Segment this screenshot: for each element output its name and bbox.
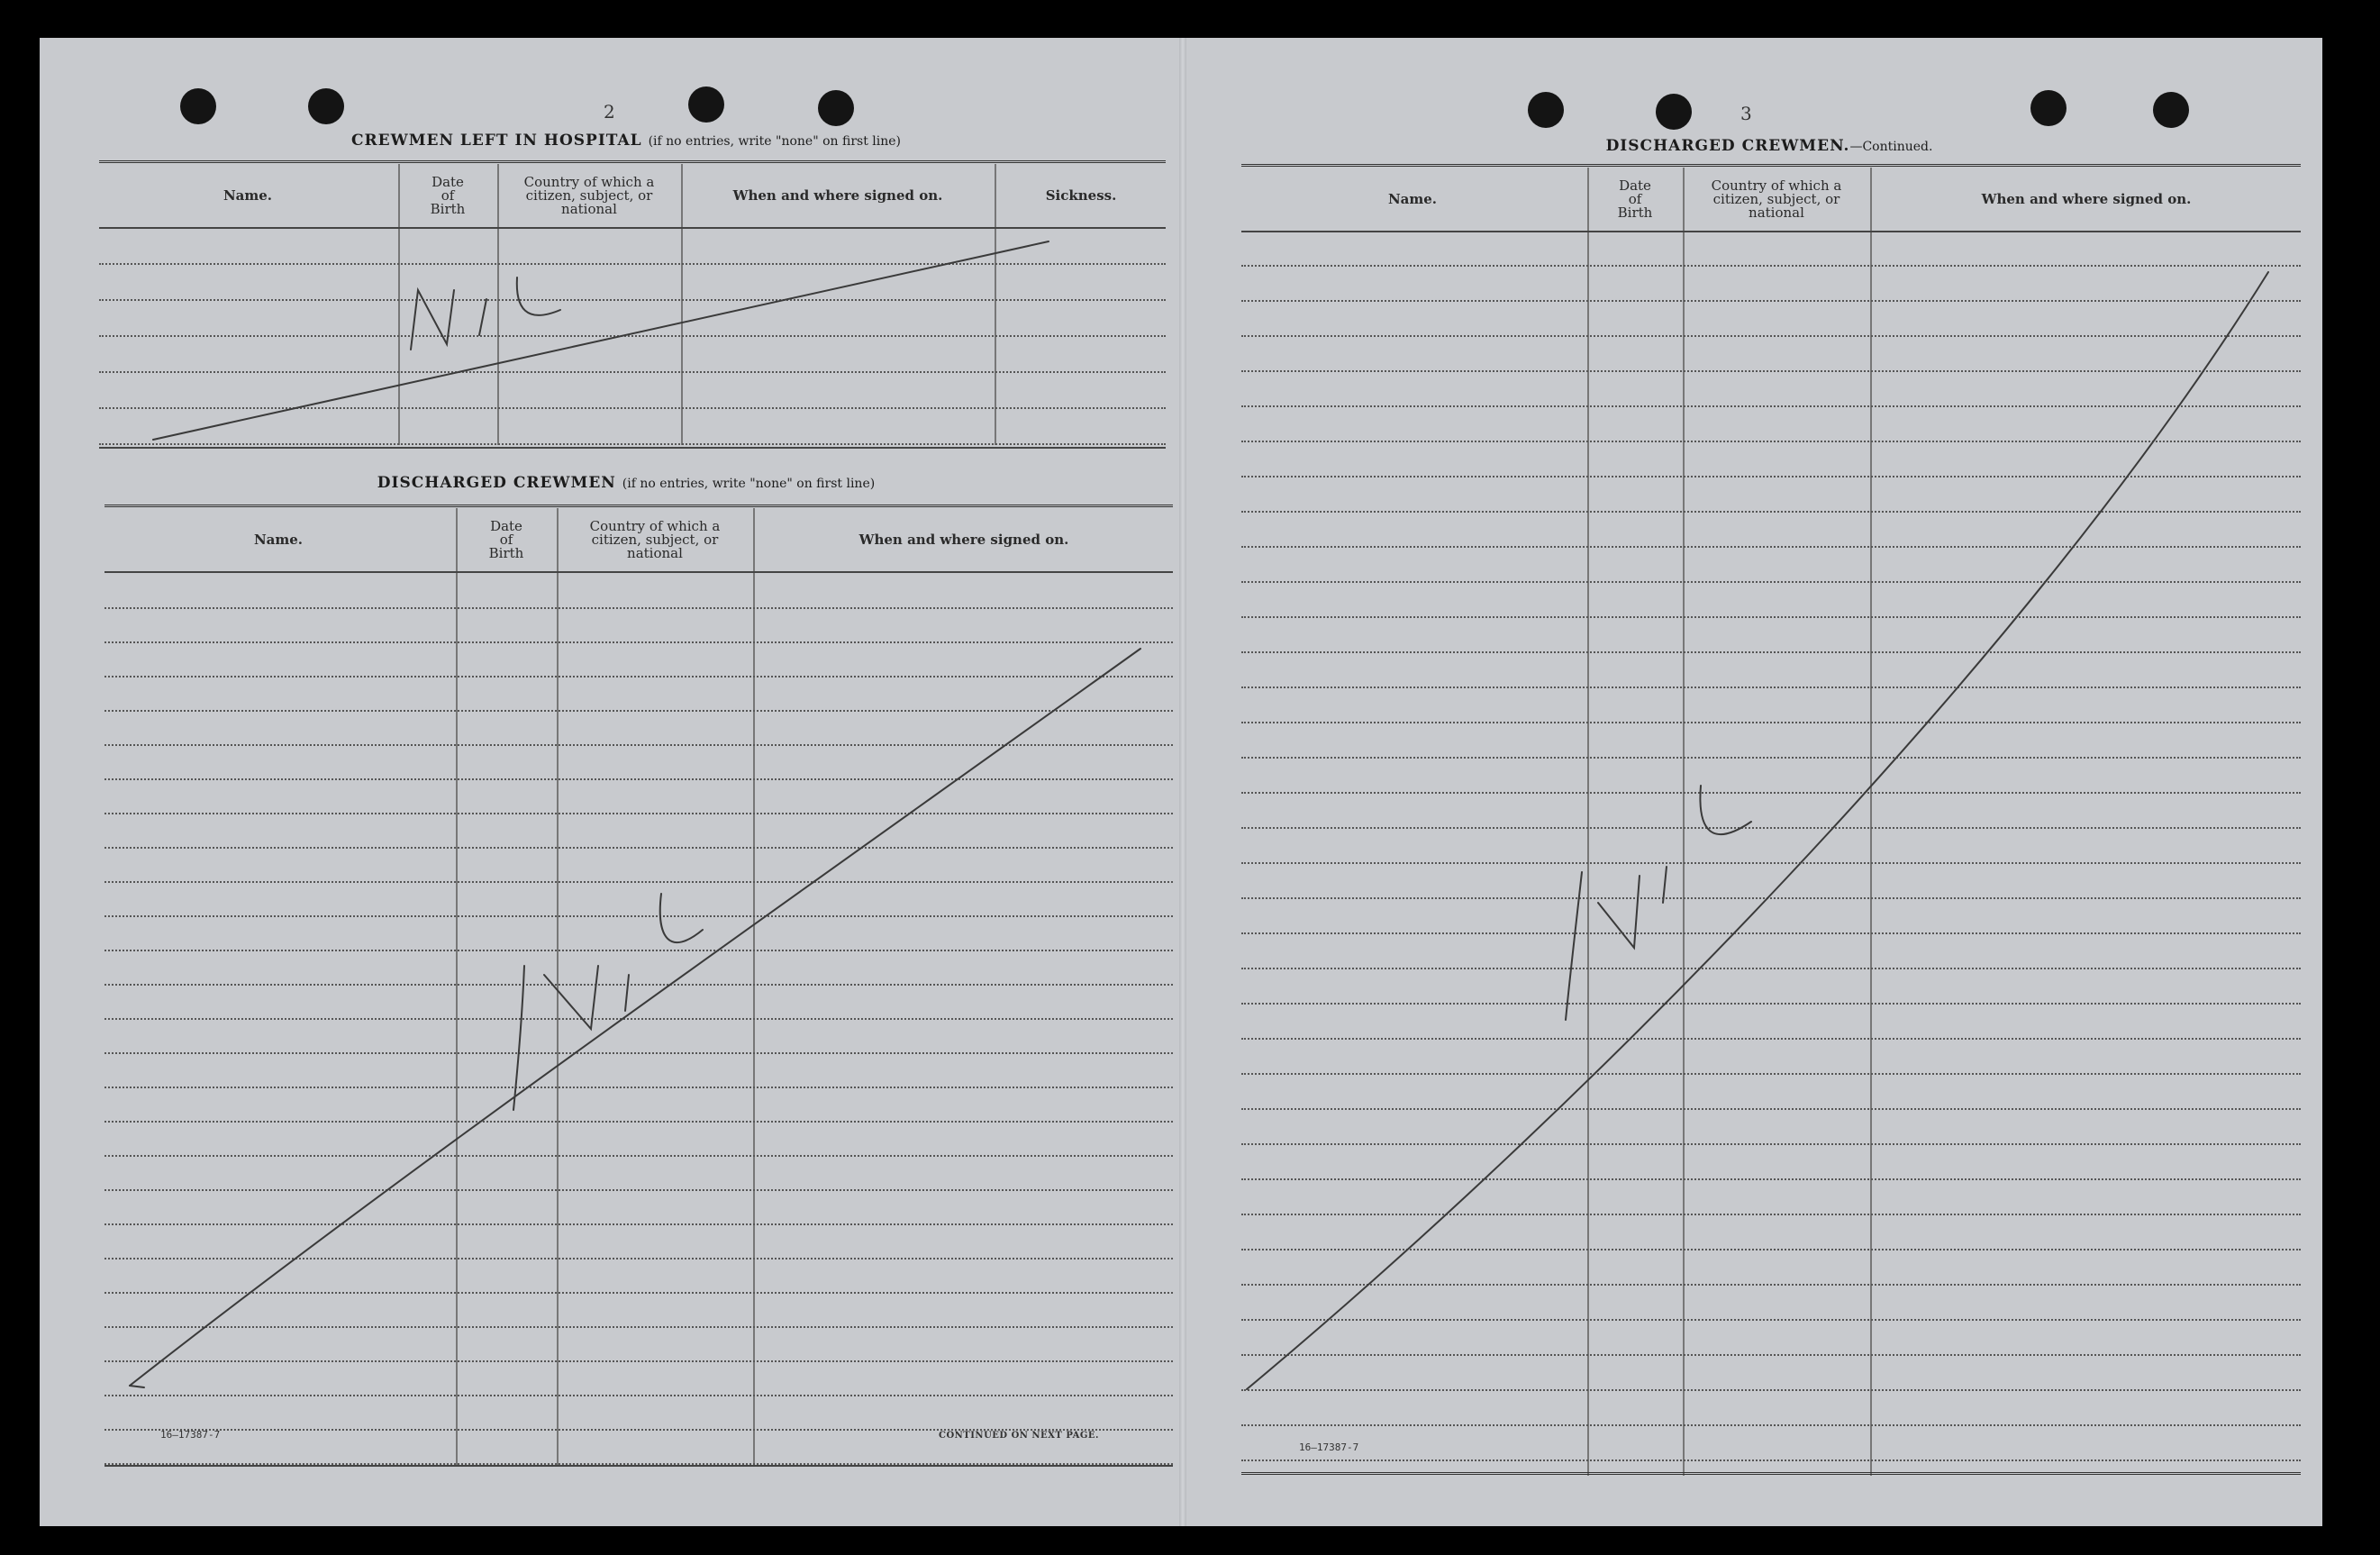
table-row [1241, 1214, 2301, 1215]
table-row [104, 778, 1173, 780]
table-row [1241, 1424, 2301, 1426]
column-header-sickness: Sickness. [1045, 186, 1117, 204]
table-row [1241, 1284, 2301, 1286]
table-row [104, 1326, 1173, 1328]
section-title-note: (if no entries, write "none" on first line) [622, 477, 876, 491]
table-row [1241, 968, 2301, 969]
table-row [1241, 265, 2301, 267]
section-title-text: CREWMEN LEFT IN HOSPITAL [350, 132, 642, 150]
table-row [104, 1087, 1173, 1088]
table-row [104, 1018, 1173, 1020]
table-row [104, 1121, 1173, 1123]
table-row [104, 1258, 1173, 1259]
punch-hole [180, 88, 216, 124]
punch-hole [2153, 92, 2189, 128]
table-row [1241, 687, 2301, 688]
page-number: 3 [1740, 103, 1752, 124]
column-header-date-of-birth: Date of Birth [1617, 177, 1653, 221]
hospital-section-title [99, 132, 1153, 150]
section-title-text: DISCHARGED CREWMEN [377, 474, 616, 492]
form-code: 16—17387-7 [1299, 1441, 1359, 1453]
section-title-note: —Continued. [1849, 140, 1933, 154]
form-code: 16—17387-7 [160, 1429, 221, 1441]
discharged-continued-title [1238, 137, 2301, 155]
table-row [1241, 651, 2301, 653]
table-row [99, 263, 1166, 265]
table-row [1241, 616, 2301, 618]
table-row [104, 915, 1173, 917]
table-row [1241, 300, 2301, 302]
table-row [1241, 1319, 2301, 1321]
section-title-text: DISCHARGED CREWMEN. [1605, 137, 1850, 155]
column-header-country: Country of which a citizen, subject, or national [1711, 177, 1842, 221]
table-row [1241, 1073, 2301, 1075]
table-row [1241, 1143, 2301, 1145]
table-row [104, 607, 1173, 609]
table-row [1241, 792, 2301, 794]
table-row [104, 1292, 1173, 1294]
table-row [1241, 1460, 2301, 1461]
table-row [1241, 370, 2301, 372]
table-row [1241, 722, 2301, 723]
punch-hole [1528, 92, 1564, 128]
column-header-when-where: When and where signed on. [858, 531, 1069, 548]
column-header-country: Country of which a citizen, subject, or national [523, 173, 655, 217]
table-row [99, 443, 1166, 445]
discharged-table-left [104, 505, 1173, 1472]
table-row [104, 1223, 1173, 1225]
table-row [1241, 1038, 2301, 1040]
table-row [1241, 1108, 2301, 1110]
table-row [1241, 405, 2301, 407]
column-header-when-where: When and where signed on. [1981, 190, 2192, 207]
table-row [104, 1360, 1173, 1362]
discharged-section-title [99, 474, 1153, 492]
table-row [1241, 581, 2301, 583]
discharged-table-right [1241, 164, 2301, 1481]
table-row [1241, 932, 2301, 934]
column-header-name: Name. [1387, 190, 1438, 207]
table-row [1241, 827, 2301, 829]
table-row [104, 1395, 1173, 1396]
table-row [104, 1155, 1173, 1157]
punch-hole [308, 88, 344, 124]
table-row [99, 407, 1166, 409]
column-header-name: Name. [253, 531, 304, 548]
table-row [1241, 546, 2301, 548]
punch-hole [688, 86, 724, 123]
punch-hole [818, 90, 854, 126]
table-row [1241, 335, 2301, 337]
table-row [104, 950, 1173, 951]
table-row [1241, 897, 2301, 899]
document-sheet [40, 38, 2322, 1526]
hospital-table [99, 160, 1166, 458]
column-header-when-where: When and where signed on. [732, 186, 943, 204]
punch-hole [2030, 90, 2067, 126]
table-row [1241, 757, 2301, 759]
table-row [1241, 862, 2301, 864]
table-row [1241, 1354, 2301, 1356]
table-row [104, 847, 1173, 849]
table-row [104, 676, 1173, 677]
table-row [1241, 1389, 2301, 1391]
column-header-date-of-birth: Date of Birth [430, 173, 466, 217]
table-row [99, 299, 1166, 301]
table-row [99, 335, 1166, 337]
table-row [1241, 1178, 2301, 1180]
table-row [104, 1052, 1173, 1054]
column-header-country: Country of which a citizen, subject, or national [589, 517, 721, 561]
table-row [104, 813, 1173, 814]
table-row [104, 984, 1173, 986]
table-row [1241, 441, 2301, 442]
column-header-date-of-birth: Date of Birth [488, 517, 524, 561]
table-row [1241, 511, 2301, 513]
column-header-name: Name. [223, 186, 273, 204]
continued-note: CONTINUED ON NEXT PAGE. [939, 1431, 1100, 1441]
table-row [104, 744, 1173, 746]
table-row [104, 641, 1173, 643]
table-row [99, 371, 1166, 373]
punch-hole [1656, 94, 1692, 130]
page-number: 2 [604, 101, 615, 123]
table-row [104, 1189, 1173, 1191]
table-row [1241, 1003, 2301, 1005]
table-row [104, 710, 1173, 712]
table-row [104, 881, 1173, 883]
table-row [1241, 1249, 2301, 1250]
table-row [1241, 476, 2301, 477]
section-title-note: (if no entries, write "none" on first line) [648, 134, 901, 149]
